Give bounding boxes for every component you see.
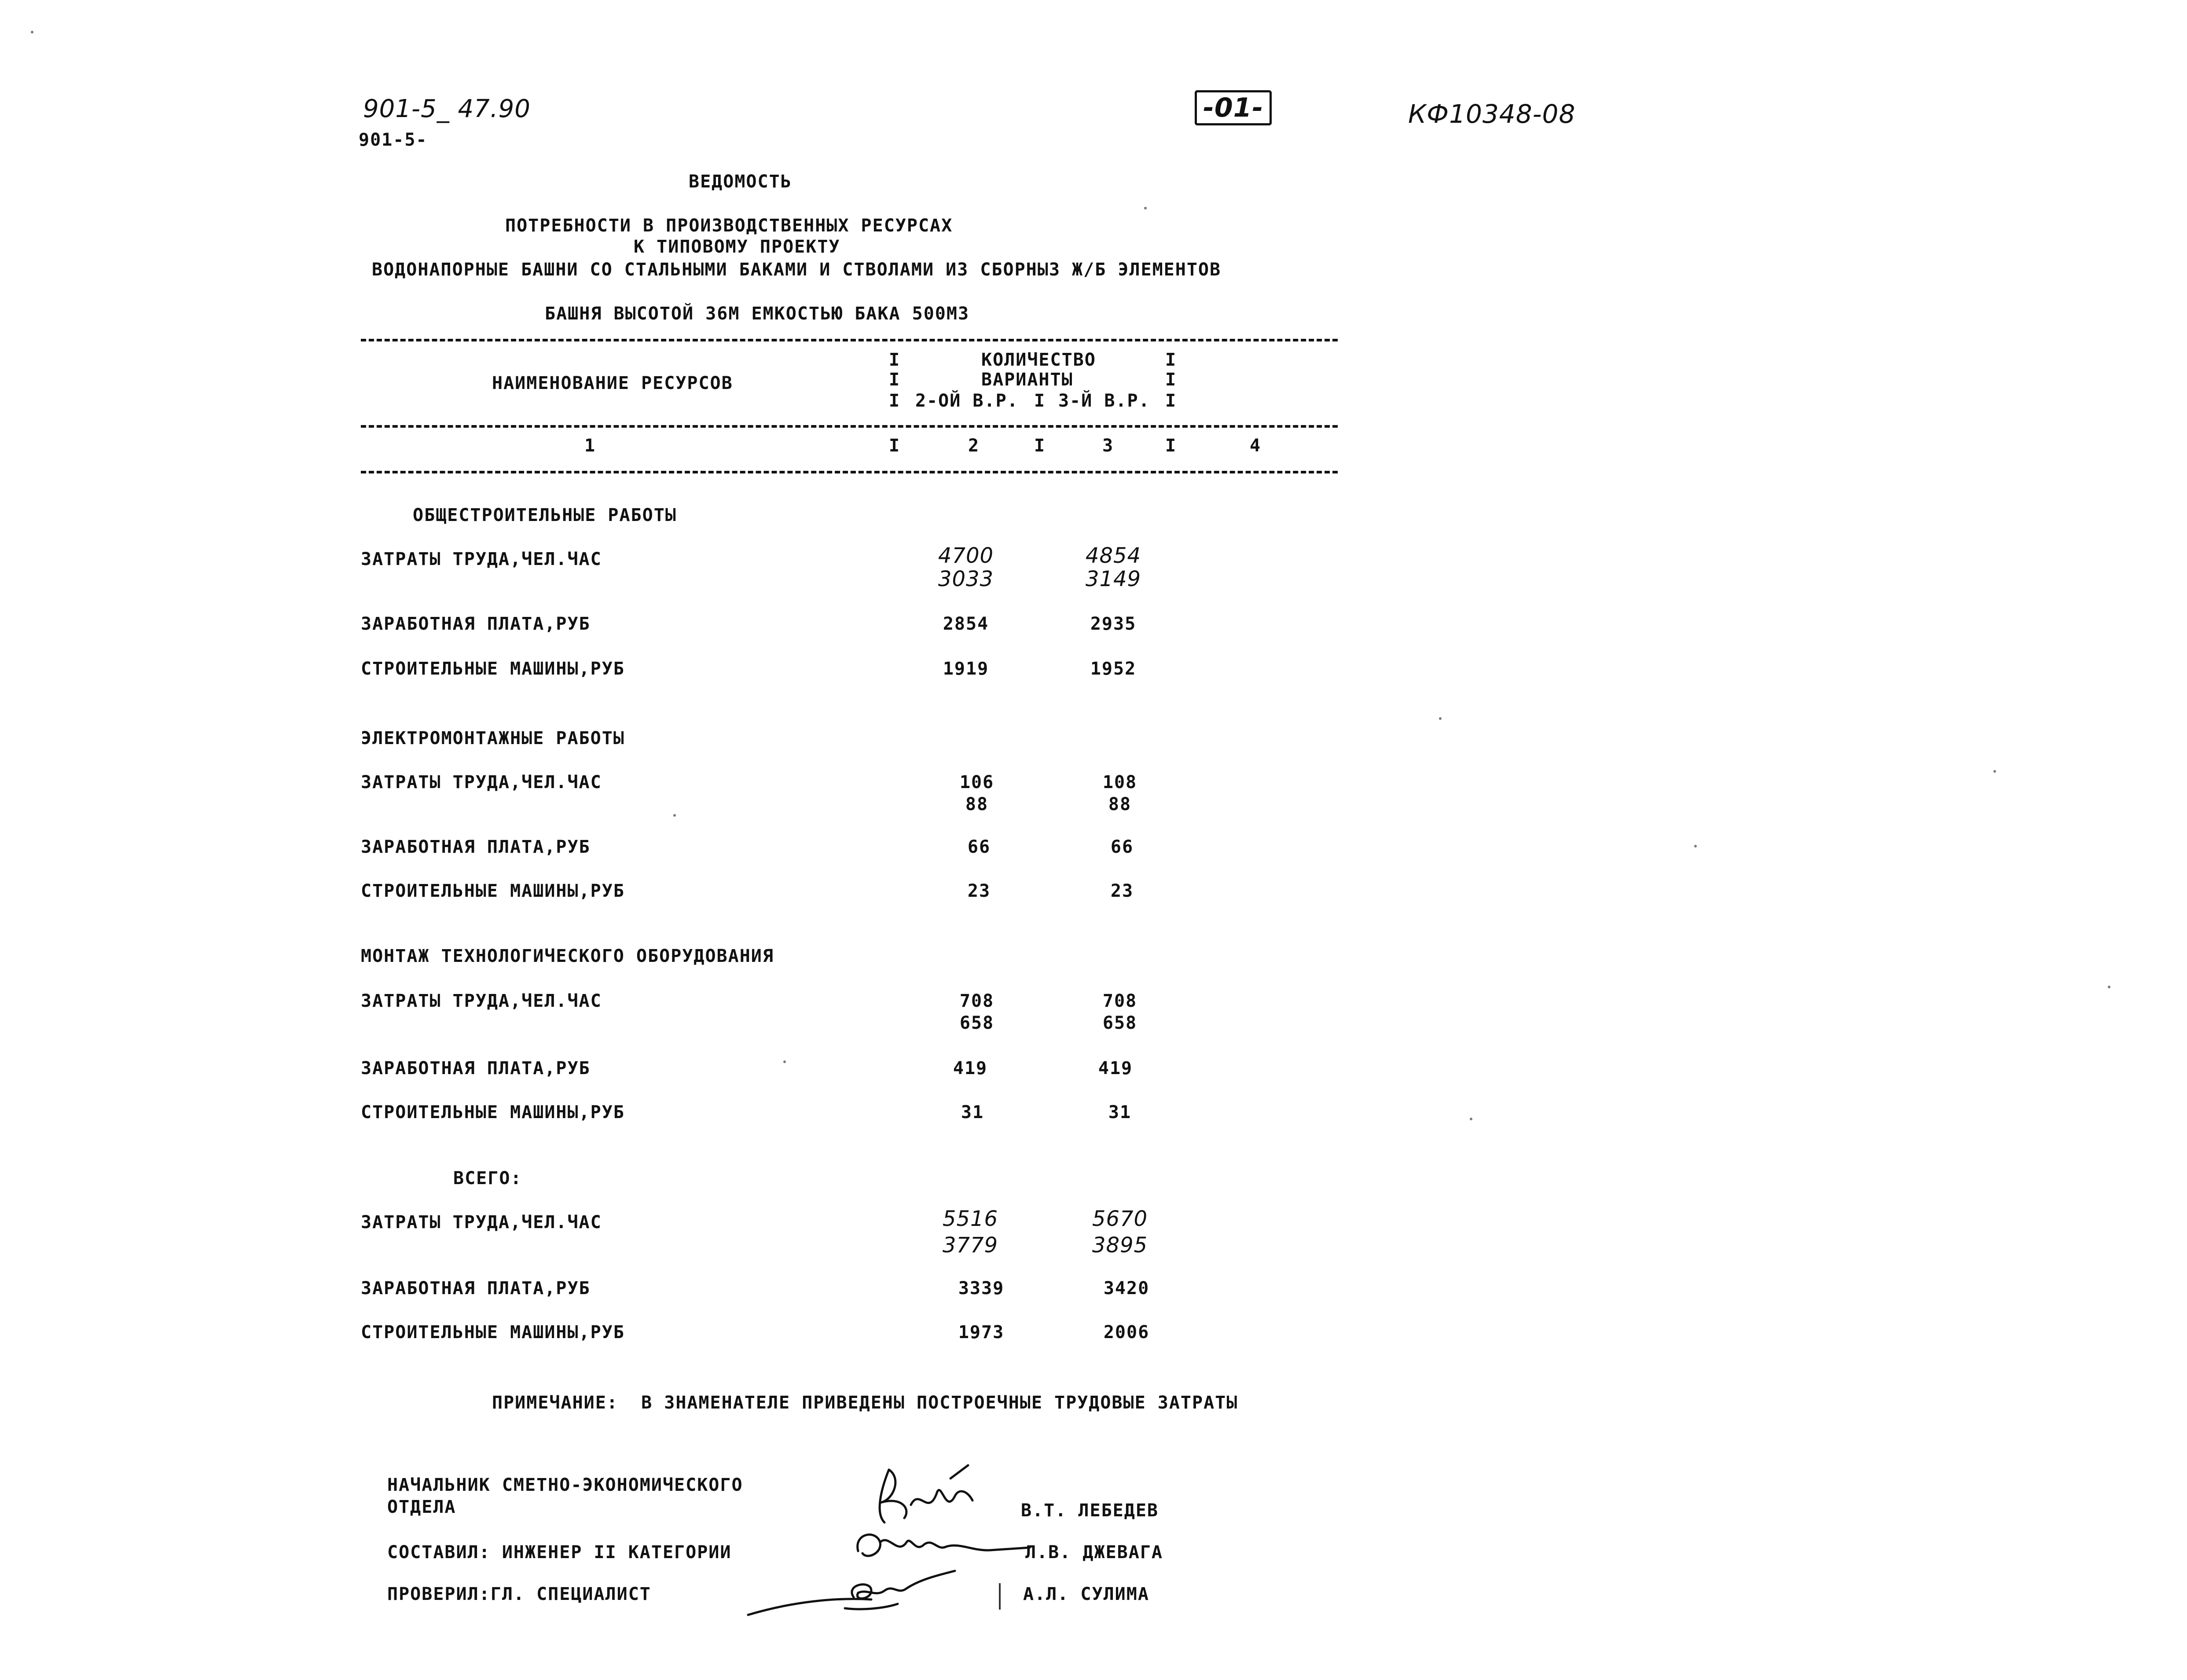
title-line-2: ПОТРЕБНОСТИ В ПРОИЗВОДСТВЕННЫХ РЕСУРСАХ — [505, 216, 953, 236]
value-variant-2: 3339 — [958, 1278, 1005, 1299]
signer-2-name: Л.В. ДЖЕВАГА — [1025, 1542, 1163, 1563]
value-variant-3: 419 — [1098, 1058, 1133, 1078]
value-variant-2: 23 — [967, 881, 991, 901]
value-variant-3: 3420 — [1103, 1278, 1150, 1299]
value-variant-3: 4854 — [1085, 543, 1141, 568]
value-variant-2: 106 — [959, 772, 994, 792]
column-separator: I — [889, 436, 901, 456]
signer-1-role-line-2: ОТДЕЛА — [387, 1497, 456, 1517]
column-separator: I — [889, 350, 901, 370]
signer-3-role: ПРОВЕРИЛ:ГЛ. СПЕЦИАЛИСТ — [387, 1584, 651, 1604]
row-label: ЗАРАБОТНАЯ ПЛАТА,РУБ — [361, 1058, 591, 1078]
value-variant-3-denominator: 88 — [1108, 794, 1132, 814]
column-number-2: 2 — [968, 436, 980, 456]
value-variant-3: 23 — [1110, 881, 1134, 901]
row-label: ЗАРАБОТНАЯ ПЛАТА,РУБ — [361, 1278, 591, 1299]
row-label: СТРОИТЕЛЬНЫЕ МАШИНЫ,РУБ — [361, 881, 625, 901]
value-variant-2: 66 — [967, 837, 991, 857]
row-label: СТРОИТЕЛЬНЫЕ МАШИНЫ,РУБ — [361, 1102, 625, 1122]
signer-1-role: НАЧАЛЬНИК СМЕТНО-ЭКОНОМИЧЕСКОГО — [387, 1475, 743, 1495]
value-variant-2: 708 — [959, 991, 994, 1011]
document-code: КФ10348-08 — [1408, 99, 1576, 129]
scan-speck — [1993, 770, 1996, 773]
column-separator: I — [1165, 350, 1177, 370]
signer-1-name: В.Т. ЛЕБЕДЕВ — [1021, 1500, 1159, 1521]
row-label: ЗАТРАТЫ ТРУДА,ЧЕЛ.ЧАС — [361, 772, 602, 792]
column-header-variant-3: 3-Й В.Р. — [1058, 391, 1150, 411]
column-number-1: 1 — [584, 436, 596, 456]
value-variant-3: 2006 — [1103, 1322, 1150, 1343]
scan-speck — [1144, 207, 1147, 209]
column-separator: I — [1034, 436, 1046, 456]
sheet-number: -01- — [1195, 90, 1272, 125]
scan-speck — [2108, 986, 2110, 988]
handwritten-project-code: 901-5_ 47.90 — [363, 95, 531, 123]
typed-project-code: 901-5- — [359, 130, 428, 150]
scan-speck — [31, 31, 33, 33]
value-variant-2-denominator: 658 — [959, 1013, 994, 1033]
column-number-4: 4 — [1250, 436, 1262, 456]
scan-speck — [673, 814, 676, 817]
value-variant-2: 2854 — [943, 614, 989, 634]
section-title: ЭЛЕКТРОМОНТАЖНЫЕ РАБОТЫ — [361, 728, 625, 748]
column-separator: I — [889, 391, 901, 411]
value-variant-2-denominator: 3779 — [942, 1233, 998, 1258]
column-separator: I — [889, 370, 901, 390]
document-title: ВЕДОМОСТЬ — [689, 172, 792, 192]
value-variant-2: 1973 — [958, 1322, 1005, 1343]
scan-speck — [1470, 1118, 1472, 1120]
row-label: СТРОИТЕЛЬНЫЕ МАШИНЫ,РУБ — [361, 659, 625, 679]
value-variant-2-denominator: 88 — [965, 794, 989, 814]
value-variant-3: 66 — [1110, 837, 1134, 857]
header-middle-rule — [361, 425, 1338, 428]
title-line-3: К ТИПОВОМУ ПРОЕКТУ — [634, 237, 840, 257]
column-number-3: 3 — [1102, 436, 1114, 456]
value-variant-3: 708 — [1102, 991, 1138, 1011]
row-label: ЗАТРАТЫ ТРУДА,ЧЕЛ.ЧАС — [361, 1212, 602, 1232]
value-variant-3: 31 — [1108, 1102, 1132, 1122]
row-label: ЗАТРАТЫ ТРУДА,ЧЕЛ.ЧАС — [361, 991, 602, 1011]
value-variant-2: 1919 — [943, 659, 989, 679]
title-line-4: ВОДОНАПОРНЫЕ БАШНИ СО СТАЛЬНЫМИ БАКАМИ И СТВОЛАМИ ИЗ СБОРНЫЗ Ж/Б ЭЛЕМЕНТОВ — [372, 260, 1222, 280]
column-header-variants: ВАРИАНТЫ — [981, 370, 1073, 390]
row-label: ЗАРАБОТНАЯ ПЛАТА,РУБ — [361, 837, 591, 857]
header-bottom-rule — [361, 471, 1338, 473]
signature-2 — [849, 1520, 1034, 1573]
signer-2-role: СОСТАВИЛ: ИНЖЕНЕР II КАТЕГОРИИ — [387, 1542, 732, 1563]
value-variant-3: 1952 — [1090, 659, 1137, 679]
value-variant-3: 108 — [1102, 772, 1138, 792]
value-variant-3-denominator: 658 — [1102, 1013, 1138, 1033]
column-separator: I — [1165, 370, 1177, 390]
value-variant-2: 31 — [961, 1102, 984, 1122]
value-variant-2-denominator: 3033 — [938, 567, 994, 591]
signature-divider — [999, 1583, 1001, 1610]
scan-speck — [783, 1060, 786, 1063]
scan-speck — [1439, 717, 1442, 720]
column-header-variant-2: 2-ОЙ В.Р. — [915, 391, 1019, 411]
signature-3 — [739, 1566, 959, 1628]
row-label: СТРОИТЕЛЬНЫЕ МАШИНЫ,РУБ — [361, 1322, 625, 1343]
section-title: МОНТАЖ ТЕХНОЛОГИЧЕСКОГО ОБОРУДОВАНИЯ — [361, 946, 774, 966]
value-variant-3-denominator: 3895 — [1092, 1233, 1148, 1258]
column-separator: I — [1165, 391, 1177, 411]
value-variant-2: 419 — [953, 1058, 988, 1078]
value-variant-2: 5516 — [942, 1207, 998, 1231]
totals-title: ВСЕГО: — [453, 1168, 522, 1188]
value-variant-2: 4700 — [938, 543, 994, 568]
value-variant-3-denominator: 3149 — [1085, 567, 1141, 591]
signer-3-name: А.Л. СУЛИМА — [1023, 1584, 1149, 1604]
value-variant-3: 2935 — [1090, 614, 1137, 634]
column-header-quantity: КОЛИЧЕСТВО — [981, 350, 1096, 370]
row-label: ЗАТРАТЫ ТРУДА,ЧЕЛ.ЧАС — [361, 549, 602, 569]
column-separator: I — [1034, 391, 1046, 411]
row-label: ЗАРАБОТНАЯ ПЛАТА,РУБ — [361, 614, 591, 634]
value-variant-3: 5670 — [1092, 1207, 1148, 1231]
footnote: ПРИМЕЧАНИЕ: В ЗНАМЕНАТЕЛЕ ПРИВЕДЕНЫ ПОСТРОЕЧНЫЕ ТРУДОВЫЕ ЗАТРАТЫ — [492, 1393, 1238, 1413]
scan-speck — [1694, 845, 1697, 847]
section-title: ОБЩЕСТРОИТЕЛЬНЫЕ РАБОТЫ — [413, 505, 677, 525]
document-subtitle: БАШНЯ ВЫСОТОЙ 36М ЕМКОСТЬЮ БАКА 500М3 — [545, 304, 970, 324]
column-header-resources: НАИМЕНОВАНИЕ РЕСУРСОВ — [492, 373, 733, 393]
header-top-rule — [361, 339, 1338, 341]
signature-1 — [862, 1452, 1021, 1531]
column-separator: I — [1165, 436, 1177, 456]
